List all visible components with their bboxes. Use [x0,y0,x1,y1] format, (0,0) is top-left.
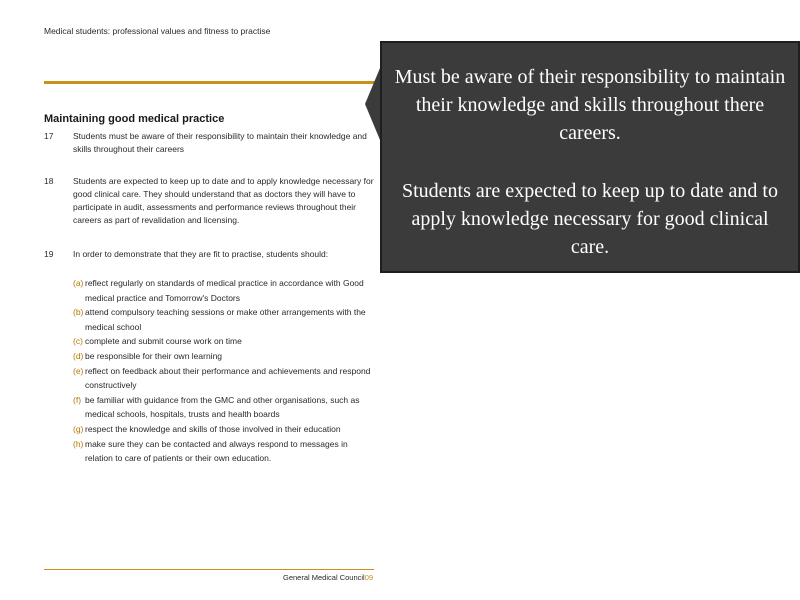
page-header: Medical students: professional values and fitness to practise [44,26,271,36]
footer-suffix: 09 [364,573,374,582]
list-letter: (f) [73,394,82,405]
list-item [73,364,373,393]
list-item [73,422,373,437]
footer-rule [44,569,374,570]
document-page [0,0,380,600]
list-text: attend compulsory teaching sessions or make other arrangements with the medical school [85,307,366,332]
page-footer [283,573,373,582]
footer-org: General Medical Council [283,573,365,582]
list-item [73,349,373,364]
section-title: Maintaining good medical practice [44,113,225,125]
callout-text-2: Students are expected to keep up to date and to apply knowledge necessary for good clinical care. [402,180,778,258]
list-text: be familiar with guidance from the GMC and other organisations, such as medical schools, hospitals, trusts and health boards [85,394,360,420]
list-text: respect the knowledge and skills of those involved in their education [85,423,341,434]
paragraph-number: 19 [44,249,54,259]
paragraph-number: 18 [44,176,54,186]
list-text: be responsible for their own learning [85,350,223,361]
list-item [73,437,373,466]
list-text: make sure they can be contacted and always respond to messages in relation to care of patients or their own education. [85,438,348,464]
header-rule [44,81,380,84]
list-letter: (c) [73,336,83,347]
list-item [73,334,373,349]
paragraph-text: In order to demonstrate that they are fit to practise, students should: [73,249,329,259]
fitness-list [73,276,373,466]
callout-text-1: Must be aware of their responsibility to maintain their knowledge and skills throughout there careers. [394,66,786,144]
paragraph-number: 17 [44,131,54,141]
callout-box [380,41,800,273]
list-text: reflect regularly on standards of medical practice in accordance with Good medical practice and Tomorrow's Doctors [85,278,364,303]
list-letter: (b) [73,307,84,318]
paragraph-18 [44,175,374,227]
list-text: complete and submit course work on time [85,336,242,347]
list-letter: (g) [73,423,84,434]
list-letter: (d) [73,350,84,361]
list-letter: (a) [73,278,84,288]
paragraph-text: Students must be aware of their responsibility to maintain their knowledge and skills throughout their careers [73,131,367,154]
list-item [73,276,373,305]
paragraph-text: Students are expected to keep up to date and to apply knowledge necessary for good clinical care. They should understand that as doctors they will have to participate in audit, assessments and performance reviews throughout their careers as part of revalidation and licensing. [73,176,374,225]
paragraph-17 [44,130,374,156]
paragraph-19 [44,248,374,261]
list-item [73,393,373,422]
list-letter: (e) [73,365,84,376]
list-text: reflect on feedback about their performance and achievements and respond constructively [85,365,371,391]
list-item [73,305,373,334]
list-letter: (h) [73,438,84,449]
